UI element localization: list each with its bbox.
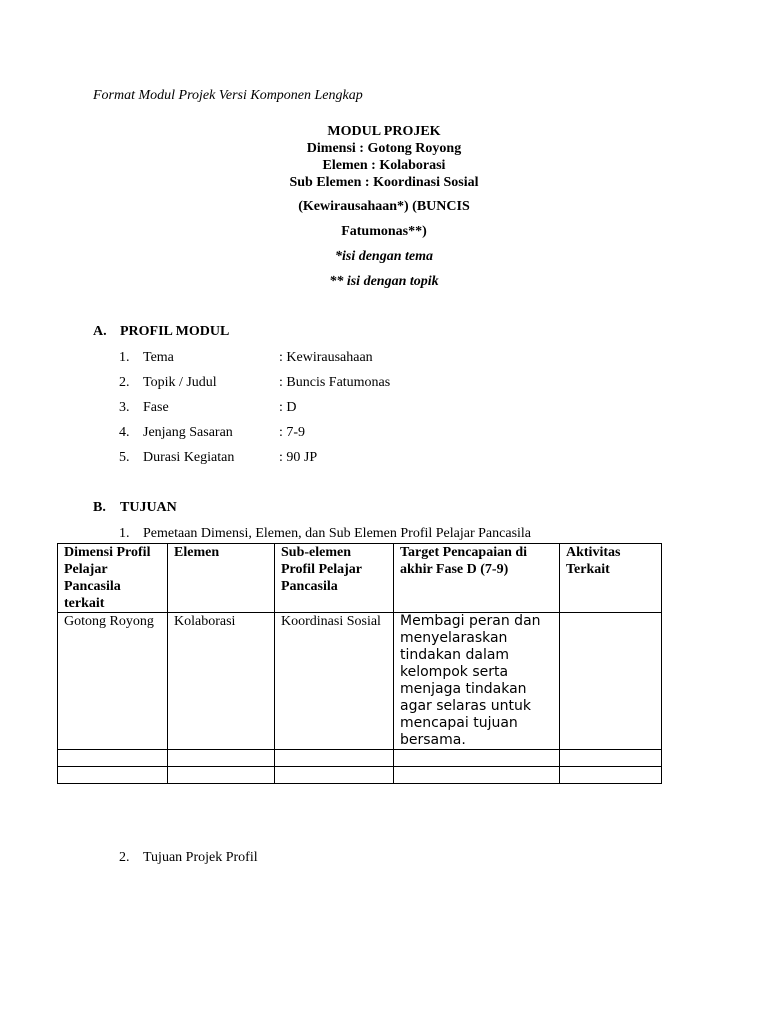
header-line-theme: (Kewirausahaan*) (BUNCIS: [298, 199, 470, 214]
tujuan-item-number: 2.: [119, 850, 130, 865]
header-line-topic: Fatumonas**): [341, 224, 427, 239]
profil-item-value: : D: [279, 400, 297, 415]
profil-item-label: Jenjang Sasaran: [143, 425, 233, 440]
table-header-row: [58, 544, 662, 613]
table-header-sub-element: Sub-elemen Profil Pelajar Pancasila: [275, 544, 394, 613]
table-row-empty: [58, 767, 662, 784]
table-cell-empty: [168, 767, 275, 784]
table-cell-empty: [560, 750, 662, 767]
profil-item-number: 1.: [119, 350, 130, 365]
profil-item-phase: [119, 400, 519, 418]
table-row: [58, 613, 662, 750]
profil-item-number: 2.: [119, 375, 130, 390]
table-cell-element: Kolaborasi: [168, 613, 275, 750]
tujuan-item-project: [119, 850, 258, 866]
header-line-sub-element: Sub Elemen : Koordinasi Sosial: [289, 175, 479, 190]
table-header-dimension: Dimensi Profil Pelajar Pancasila terkait: [58, 544, 168, 613]
profil-item-label: Fase: [143, 400, 169, 415]
table-cell-empty: [394, 767, 560, 784]
table-row-empty: [58, 750, 662, 767]
header-note-topic: ** isi dengan topik: [329, 274, 439, 289]
tujuan-item-text: Pemetaan Dimensi, Elemen, dan Sub Elemen Profil Pelajar Pancasila: [143, 526, 532, 541]
tujuan-item-text: Tujuan Projek Profil: [143, 850, 258, 865]
section-a-heading: [93, 324, 229, 340]
table-cell-empty: [275, 767, 394, 784]
section-a-letter: A.: [93, 324, 107, 339]
table-header-activity: Aktivitas Terkait: [560, 544, 662, 613]
table-cell-empty: [275, 750, 394, 767]
dimension-mapping-table: [57, 543, 662, 784]
table-header-element: Elemen: [168, 544, 275, 613]
profil-item-value: : Buncis Fatumonas: [279, 375, 391, 390]
profil-item-duration: [119, 450, 519, 468]
profil-item-value: : Kewirausahaan: [279, 350, 373, 365]
table-cell-target: Membagi peran dan menyelaraskan tindakan dalam kelompok serta menjaga tindakan agar selaras untuk mencapai tujuan bersama.: [394, 613, 560, 750]
tujuan-item-mapping: [119, 526, 531, 542]
profil-item-value: : 90 JP: [279, 450, 318, 465]
header-line-dimension: Dimensi : Gotong Royong: [306, 141, 462, 156]
profil-item-label: Topik / Judul: [143, 375, 217, 390]
table-cell-empty: [58, 767, 168, 784]
profil-item-number: 5.: [119, 450, 130, 465]
header-note-theme: *isi dengan tema: [334, 249, 433, 264]
table-cell-empty: [560, 767, 662, 784]
tujuan-item-number: 1.: [119, 526, 130, 541]
profil-item-label: Tema: [143, 350, 174, 365]
table-cell-dimension: Gotong Royong: [58, 613, 168, 750]
table-header-target: Target Pencapaian di akhir Fase D (7-9): [394, 544, 560, 613]
profil-item-number: 3.: [119, 400, 130, 415]
table-cell-empty: [394, 750, 560, 767]
section-b-heading: [93, 500, 177, 516]
profil-item-topic: [119, 375, 519, 393]
section-b-letter: B.: [93, 500, 106, 515]
header-line-module: MODUL PROJEK: [327, 124, 441, 139]
profil-item-level: [119, 425, 519, 443]
table-cell-sub-element: Koordinasi Sosial: [275, 613, 394, 750]
format-title: Format Modul Projek Versi Komponen Lengkap: [93, 88, 363, 103]
table-cell-empty: [168, 750, 275, 767]
profil-item-value: : 7-9: [279, 425, 306, 440]
header-line-element: Elemen : Kolaborasi: [322, 158, 446, 173]
section-a-title: PROFIL MODUL: [120, 324, 230, 339]
profil-item-label: Durasi Kegiatan: [143, 450, 235, 465]
profil-item-theme: [119, 350, 519, 368]
table-cell-empty: [58, 750, 168, 767]
profil-item-number: 4.: [119, 425, 130, 440]
section-b-title: TUJUAN: [120, 500, 177, 515]
table-cell-activity: [560, 613, 662, 750]
module-header: [0, 123, 768, 191]
